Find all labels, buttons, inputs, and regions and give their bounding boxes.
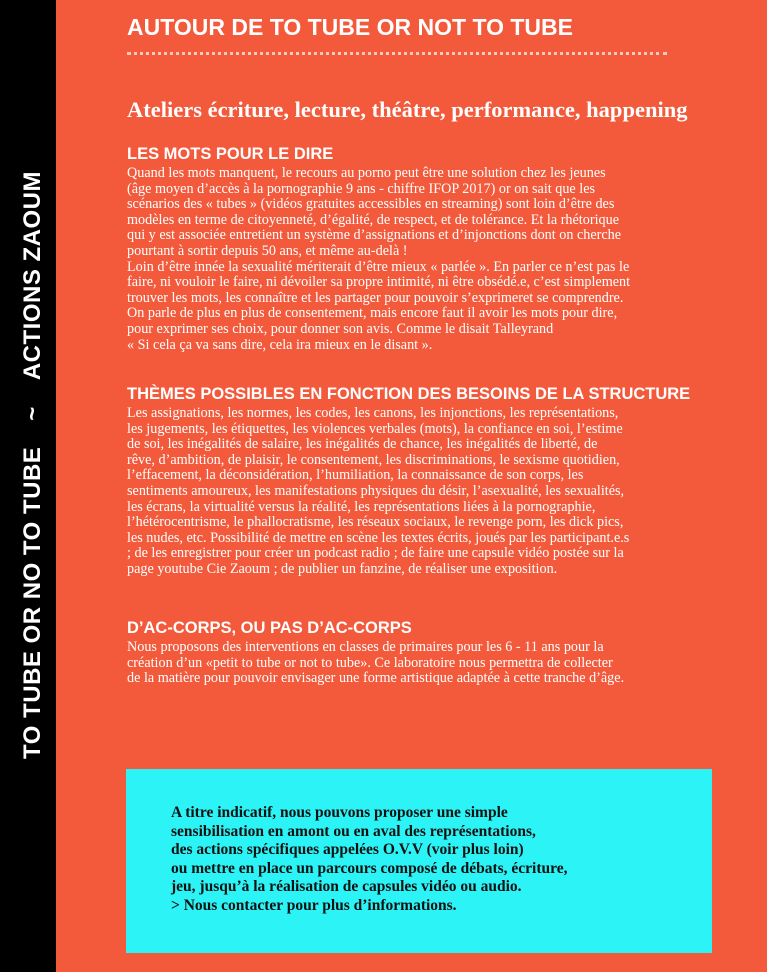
info-line: sensibilisation en amont ou en aval des représentations, (171, 822, 536, 840)
info-line: ou mettre en place un parcours composé de débats, écriture, (171, 859, 568, 877)
section-heading-mots: LES MOTS POUR LE DIRE (127, 145, 334, 163)
body-line: les nudes, etc. Possibilité de mettre en scène les textes écrits, joués par les participant.e.s (127, 529, 630, 546)
sidebar (0, 0, 56, 972)
body-line: Loin d’être innée la sexualité mériterait d’être mieux « parlée ». En parler ce n’est pas le (127, 258, 630, 275)
body-line: les jugements, les étiquettes, les violences verbales (mots), la confiance en soi, l’estime (127, 420, 623, 437)
body-line: création d’un «petit to tube or not to tube». Ce laboratoire nous permettra de collecter (127, 654, 613, 671)
body-line: trouver les mots, les connaître et les partager pour pouvoir s’exprimeret se comprendre. (127, 289, 624, 306)
contact-link[interactable]: > Nous contacter pour plus d’informations. (171, 896, 457, 914)
body-line: faire, ni vouloir le faire, ni dévoiler sa propre intimité, ni être obsédé.e, c’est simplement (127, 274, 631, 291)
body-line: (âge moyen d’accès à la pornographie 9 ans - chiffre IFOP 2017) or on sait que les (127, 180, 596, 197)
body-line: pour exprimer ses choix, pour donner son avis. Comme le disait Talleyrand (127, 320, 554, 337)
body-line: de la matière pour pouvoir envisager une forme artistique adaptée à cette tranche d’âge. (127, 670, 625, 687)
sidebar-tilde-separator: ~ (19, 406, 46, 421)
body-line: qui y est associée entretient un système d’assignations et d’injonctions dont on cherche (127, 227, 622, 244)
body-line: les écrans, la virtualité versus la réalité, les représentations liées à la pornographie, (127, 498, 596, 515)
body-line: On parle de plus en plus de consentement, mais encore faut il avoir les mots pour dire, (127, 305, 618, 322)
body-line: Nous proposons des interventions en classes de primaires pour les 6 - 11 ans pour la (127, 639, 604, 655)
section-body-mots (127, 166, 719, 353)
section-body-themes (127, 406, 719, 578)
body-line: page youtube Cie Zaoum ; de publier un fanzine, de réaliser une exposition. (127, 560, 558, 577)
body-line: scénarios des « tubes » (vidéos gratuites accessibles en streaming) sont loin d’être des (127, 196, 615, 213)
sidebar-vertical-title (19, 171, 47, 759)
body-line: pourtant à sortir depuis 50 ans, et même au-delà ! (127, 242, 408, 259)
section-heading-ac-corps: D’AC-CORPS, OU PAS D’AC-CORPS (127, 619, 412, 637)
body-line: rêve, d’ambition, de plaisir, le consentement, les discriminations, le sexisme quotidien, (127, 451, 620, 468)
body-line: l’hétérocentrisme, le phallocratisme, les réseaux sociaux, le revenge porn, les dick pics, (127, 514, 624, 531)
body-line: Les assignations, les normes, les codes, les canons, les injonctions, les représentations, (127, 405, 619, 421)
sidebar-title-part1: TO TUBE OR NO TO TUBE (19, 446, 46, 759)
info-box (126, 769, 712, 953)
body-line: de soi, les inégalités de salaire, les inégalités de chance, les inégalités de liberté, de (127, 436, 598, 453)
section-body-ac-corps (127, 640, 719, 687)
body-line: ; de les enregistrer pour créer un podcast radio ; de faire une capsule vidéo postée sur la (127, 545, 624, 562)
sidebar-title-part2: ACTIONS ZAOUM (19, 171, 46, 381)
body-line: modèles en terme de citoyenneté, d’égalité, de respect, et de tolérance. Et la rhétorique (127, 211, 619, 228)
page-title: AUTOUR DE TO TUBE OR NOT TO TUBE (127, 14, 573, 40)
info-line: des actions spécifiques appelées O.V.V (voir plus loin) (171, 841, 524, 858)
info-box-text (171, 804, 568, 915)
body-line: « Si cela ça va sans dire, cela ira mieux en le disant ». (127, 336, 433, 353)
info-line: A titre indicatif, nous pouvons proposer une simple (171, 804, 508, 821)
section-heading-themes: THÈMES POSSIBLES EN FONCTION DES BESOINS DE LA STRUCTURE (127, 385, 691, 403)
info-line: jeu, jusqu’à la réalisation de capsules vidéo ou audio. (171, 878, 522, 895)
page-subtitle: Ateliers écriture, lecture, théâtre, performance, happening (127, 97, 688, 122)
body-line: sentiments amoureux, les manifestations physiques du désir, l’asexualité, les sexualités, (127, 482, 625, 499)
body-line: l’effacement, la déconsidération, l’humiliation, la connaissance de son corps, les (127, 467, 584, 484)
body-line: Quand les mots manquent, le recours au porno peut être une solution chez les jeunes (127, 165, 606, 181)
dotted-divider (127, 52, 667, 55)
